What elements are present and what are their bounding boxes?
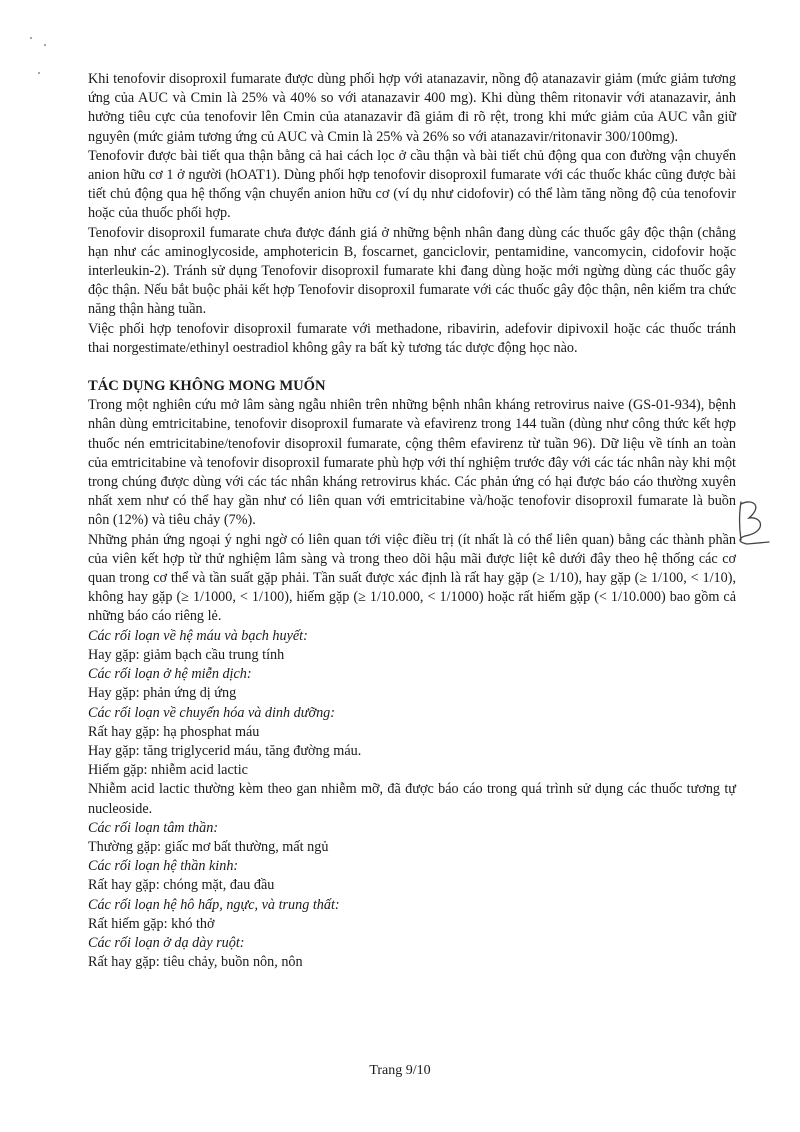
organ-system-heading: Các rối loạn về hệ máu và bạch huyết: [88, 627, 308, 644]
organ-system-heading: Các rối loạn ở dạ dày ruột: [88, 934, 245, 951]
paragraph-renal-secretion: Tenofovir được bài tiết qua thận bằng cả hai cách lọc ở cầu thận và bài tiết chủ động qua con đường vận chuyển anion hữu cơ 1 ở người (hOAT1). Dùng phối hợp tenofovir disoproxil fumarate với các thuốc khác cũng được bài tiết chủ động qua hệ thống vận chuyển anion hữu cơ (ví dụ như cidofovir) có thể làm tăng nồng độ của tenofovir hoặc của thuốc phối hợp. [88, 147, 736, 222]
adverse-reaction-item: Thường gặp: giấc mơ bất thường, mất ngủ [88, 838, 329, 855]
adverse-reaction-item: Hay gặp: phản ứng dị ứng [88, 685, 237, 702]
paragraph-frequency: Những phản ứng ngoại ý nghi ngờ có liên quan tới việc điều trị (ít nhất là có thể liên quan) bằng các thành phần của viên kết hợp từ thử nghiệm lâm sàng và trong theo dõi hậu mãi được liệt kê dưới đây theo hệ thống các cơ quan trong cơ thể và tần suất gặp phải. Tần suất được xác định là rất hay gặp (≥ 1/10), hay gặp (≥ 1/100, < 1/10), không hay gặp (≥ 1/1000, < 1/100), hiếm gặp (≥ 1/10.000, < 1/1000) hoặc rất hiếm gặp (< 1/10.000) bao gồm cả những báo cáo riêng lẻ. [88, 531, 736, 625]
organ-system-heading: Các rối loạn tâm thần: [88, 819, 219, 836]
adverse-reaction-item: Rất hay gặp: chóng mặt, đau đầu [88, 877, 275, 894]
adverse-reaction-item: Rất hiếm gặp: khó thở [88, 915, 215, 932]
adverse-reaction-item: Rất hay gặp: hạ phosphat máu [88, 723, 260, 740]
organ-system-heading: Các rối loạn hệ thần kinh: [88, 858, 239, 875]
scan-speck [44, 44, 46, 46]
handwritten-initial-mark [733, 496, 773, 548]
paragraph-clinical-trial: Trong một nghiên cứu mở lâm sàng ngẫu nhiên trên những bệnh nhân kháng retrovirus naive (GS-01-934), bệnh nhân dùng emtricitabine, tenofovir disoproxil fumarate và efavirenz trong 144 tuần (dùng như công thức kết hợp thuốc nén emtricitabine/tenofovir disoproxil fumarate, cộng thêm efavirenz từ tuần 96). Dữ liệu về tính an toàn của emtricitabine và tenofovir disoproxil fumarate phù hợp với thí nghiệm trước đây với các tác nhân này khi một trong chúng được dùng với các tác nhân kháng retrovirus khác. Các phản ứng có hại được báo cáo thường xuyên nhất xem như có thể hay gần như có liên quan với emtricitabine và/hoặc tenofovir disoproxil fumarate là buồn nôn (12%) và tiêu chảy (7%). [88, 397, 736, 529]
adverse-reaction-item: Rất hay gặp: tiêu chảy, buồn nôn, nôn [88, 954, 303, 971]
adverse-reaction-item: Hiếm gặp: nhiễm acid lactic [88, 762, 248, 779]
section-heading: TÁC DỤNG KHÔNG MONG MUỐN [88, 378, 326, 395]
adverse-reaction-item: Nhiễm acid lactic thường kèm theo gan nhiễm mỡ, đã được báo cáo trong quá trình sử dụng các thuốc tương tự nucleoside. [88, 781, 736, 817]
paragraph-nephrotoxic-drugs: Tenofovir disoproxil fumarate chưa được đánh giá ở những bệnh nhân đang dùng các thuốc gây độc thận (chẳng hạn như các aminoglycoside, amphotericin B, foscarnet, ganciclovir, pentamidine, vancomycin, cidofovir hoặc interleukin-2). Tránh sử dụng Tenofovir disoproxil fumarate khi đang dùng hoặc mới ngừng dùng các thuốc gây độc thận. Nếu bắt buộc phải kết hợp Tenofovir disoproxil fumarate với các thuốc gây độc thận, nên kiểm tra chức năng thận hàng tuần. [88, 224, 736, 318]
page-number: Trang 9/10 [369, 1063, 431, 1078]
adverse-reaction-item: Hay gặp: giảm bạch cầu trung tính [88, 646, 285, 663]
adverse-reaction-list [88, 627, 736, 973]
paragraph-no-interaction: Việc phối hợp tenofovir disoproxil fumarate với methadone, ribavirin, adefovir dipivoxil hoặc các thuốc tránh thai norgestimate/ethinyl oestradiol không gây ra bất kỳ tương tác dược động học nào. [88, 320, 736, 356]
scan-speck [38, 72, 40, 74]
organ-system-heading: Các rối loạn về chuyển hóa và dinh dưỡng: [88, 704, 335, 721]
scan-speck [30, 37, 32, 39]
paragraph-atazanavir: Khi tenofovir disoproxil fumarate được dùng phối hợp với atanazavir, nồng độ atanazavir giảm (mức giảm tương ứng của AUC và Cmin là 25% và 40% so với atanazavir 400 mg). Khi dùng thêm ritonavir với atanazavir, ảnh hưởng tiêu cực của tenofovir lên Cmin của atanazavir đã giảm đi rõ rệt, trong khi mức giảm của AUC vẫn giữ nguyên (mức giảm tương ứng củ AUC và Cmin là 25% và 26% so với atanazavir/ritonavir 300/100mg). [88, 71, 736, 145]
adverse-reaction-item: Hay gặp: tăng triglycerid máu, tăng đường máu. [88, 742, 362, 759]
organ-system-heading: Các rối loạn hệ hô hấp, ngực, và trung thất: [88, 896, 340, 913]
page-body [88, 70, 736, 972]
organ-system-heading: Các rối loạn ở hệ miễn dịch: [88, 666, 252, 683]
